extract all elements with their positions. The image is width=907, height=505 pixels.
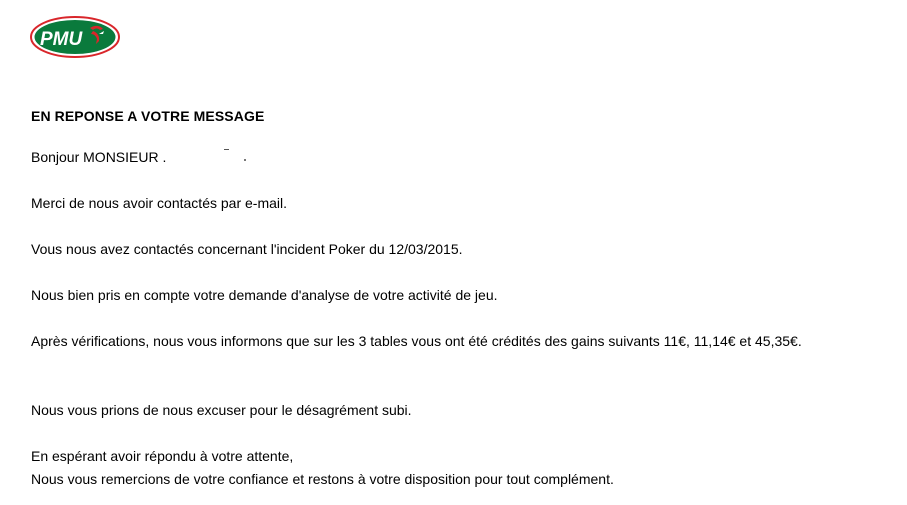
paragraph-incident: Vous nous avez contactés concernant l'incident Poker du 12/03/2015. [31, 241, 463, 257]
greeting: Bonjour MONSIEUR . [31, 149, 167, 165]
closing-line-2: Nous vous remercions de votre confiance et restons à votre disposition pour tout complément. [31, 471, 614, 487]
paragraph-thanks: Merci de nous avoir contactés par e-mail. [31, 195, 287, 211]
paragraph-apology: Nous vous prions de nous excuser pour le désagrément subi. [31, 402, 412, 418]
closing [31, 445, 851, 491]
closing-line-1: En espérant avoir répondu à votre attente, [31, 448, 294, 464]
paragraph-request: Nous bien pris en compte votre demande d'analyse de votre activité de jeu. [31, 287, 498, 303]
email-heading: EN REPONSE A VOTRE MESSAGE [31, 108, 265, 124]
pmu-logo [30, 16, 120, 58]
paragraph-verification: Après vérifications, nous vous informons que sur les 3 tables vous ont été crédités des gains suivants 11€, 11,14€ et 45,35€. [31, 333, 802, 349]
pmu-logo-text: PMU [40, 29, 83, 50]
redacted-name [166, 153, 246, 163]
greeting-line [31, 146, 851, 169]
